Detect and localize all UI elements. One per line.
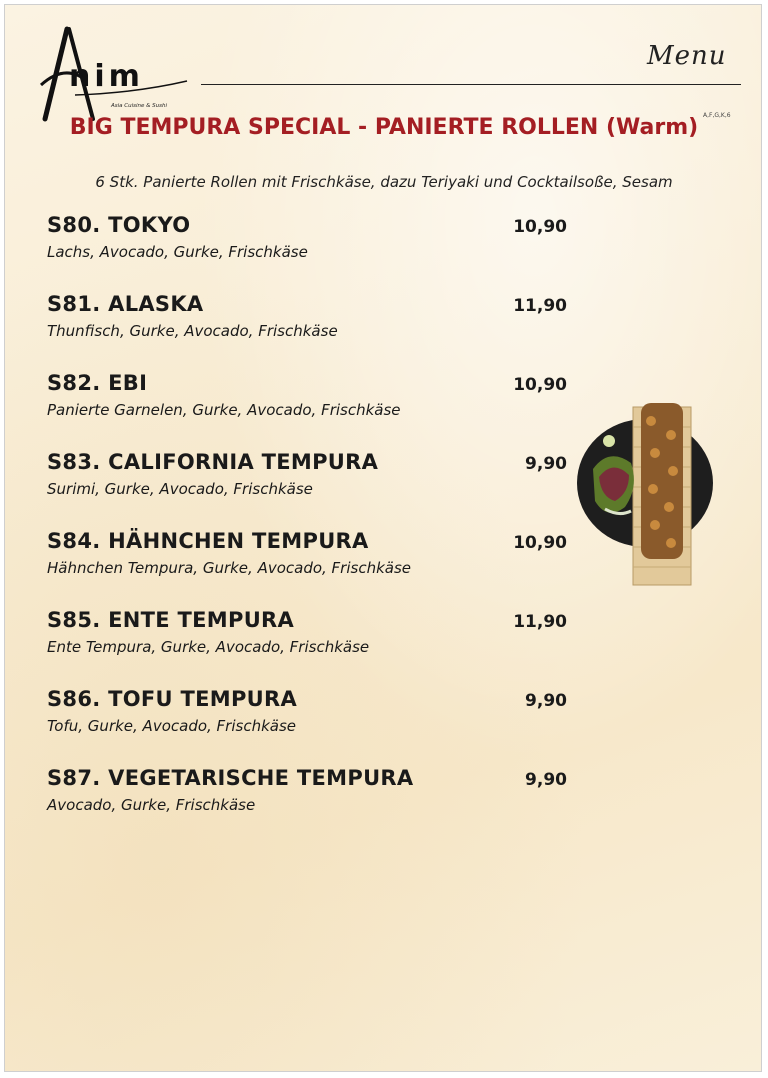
item-price: 10,90 <box>513 533 567 553</box>
menu-item <box>47 529 567 589</box>
restaurant-logo <box>35 23 195 123</box>
item-name: S81. ALASKA <box>47 292 204 316</box>
item-description: Ente Tempura, Gurke, Avocado, Frischkäse <box>47 638 370 656</box>
menu-item <box>47 292 567 352</box>
item-price: 9,90 <box>525 454 567 474</box>
menu-item <box>47 687 567 747</box>
item-name: S85. ENTE TEMPURA <box>47 608 295 632</box>
tempura-roll-photo <box>569 397 719 587</box>
item-price: 11,90 <box>513 612 567 632</box>
header-divider <box>201 84 741 85</box>
section-subtitle: 6 Stk. Panierte Rollen mit Frischkäse, dazu Teriyaki und Cocktailsoße, Sesam <box>95 173 673 191</box>
item-name: S86. TOFU TEMPURA <box>47 687 298 711</box>
allergen-codes: A,F,G,K,6 <box>703 112 731 119</box>
menu-item <box>47 213 567 273</box>
menu-page <box>4 4 762 1072</box>
item-price: 9,90 <box>525 770 567 790</box>
item-name: S82. EBI <box>47 371 148 395</box>
menu-item <box>47 450 567 510</box>
item-description: Thunfisch, Gurke, Avocado, Frischkäse <box>47 322 338 340</box>
item-price: 10,90 <box>513 375 567 395</box>
item-description: Surimi, Gurke, Avocado, Frischkäse <box>47 480 313 498</box>
item-description: Hähnchen Tempura, Gurke, Avocado, Frischkäse <box>47 559 412 577</box>
item-price: 11,90 <box>513 296 567 316</box>
menu-item <box>47 371 567 431</box>
item-description: Panierte Garnelen, Gurke, Avocado, Frischkäse <box>47 401 401 419</box>
item-price: 10,90 <box>513 217 567 237</box>
item-name: S87. VEGETARISCHE TEMPURA <box>47 766 414 790</box>
item-name: S80. TOKYO <box>47 213 191 237</box>
item-price: 9,90 <box>525 691 567 711</box>
menu-item <box>47 766 567 826</box>
section-title: BIG TEMPURA SPECIAL - PANIERTE ROLLEN (Warm) <box>69 115 699 140</box>
menu-label: Menu <box>647 41 727 71</box>
logo-brand-text: nim <box>69 59 144 94</box>
menu-item <box>47 608 567 668</box>
item-description: Lachs, Avocado, Gurke, Frischkäse <box>47 243 308 261</box>
item-description: Avocado, Gurke, Frischkäse <box>47 796 256 814</box>
item-description: Tofu, Gurke, Avocado, Frischkäse <box>47 717 297 735</box>
logo-tagline: Asia Cuisine & Sushi <box>111 103 168 109</box>
item-name: S83. CALIFORNIA TEMPURA <box>47 450 379 474</box>
item-name: S84. HÄHNCHEN TEMPURA <box>47 529 369 553</box>
